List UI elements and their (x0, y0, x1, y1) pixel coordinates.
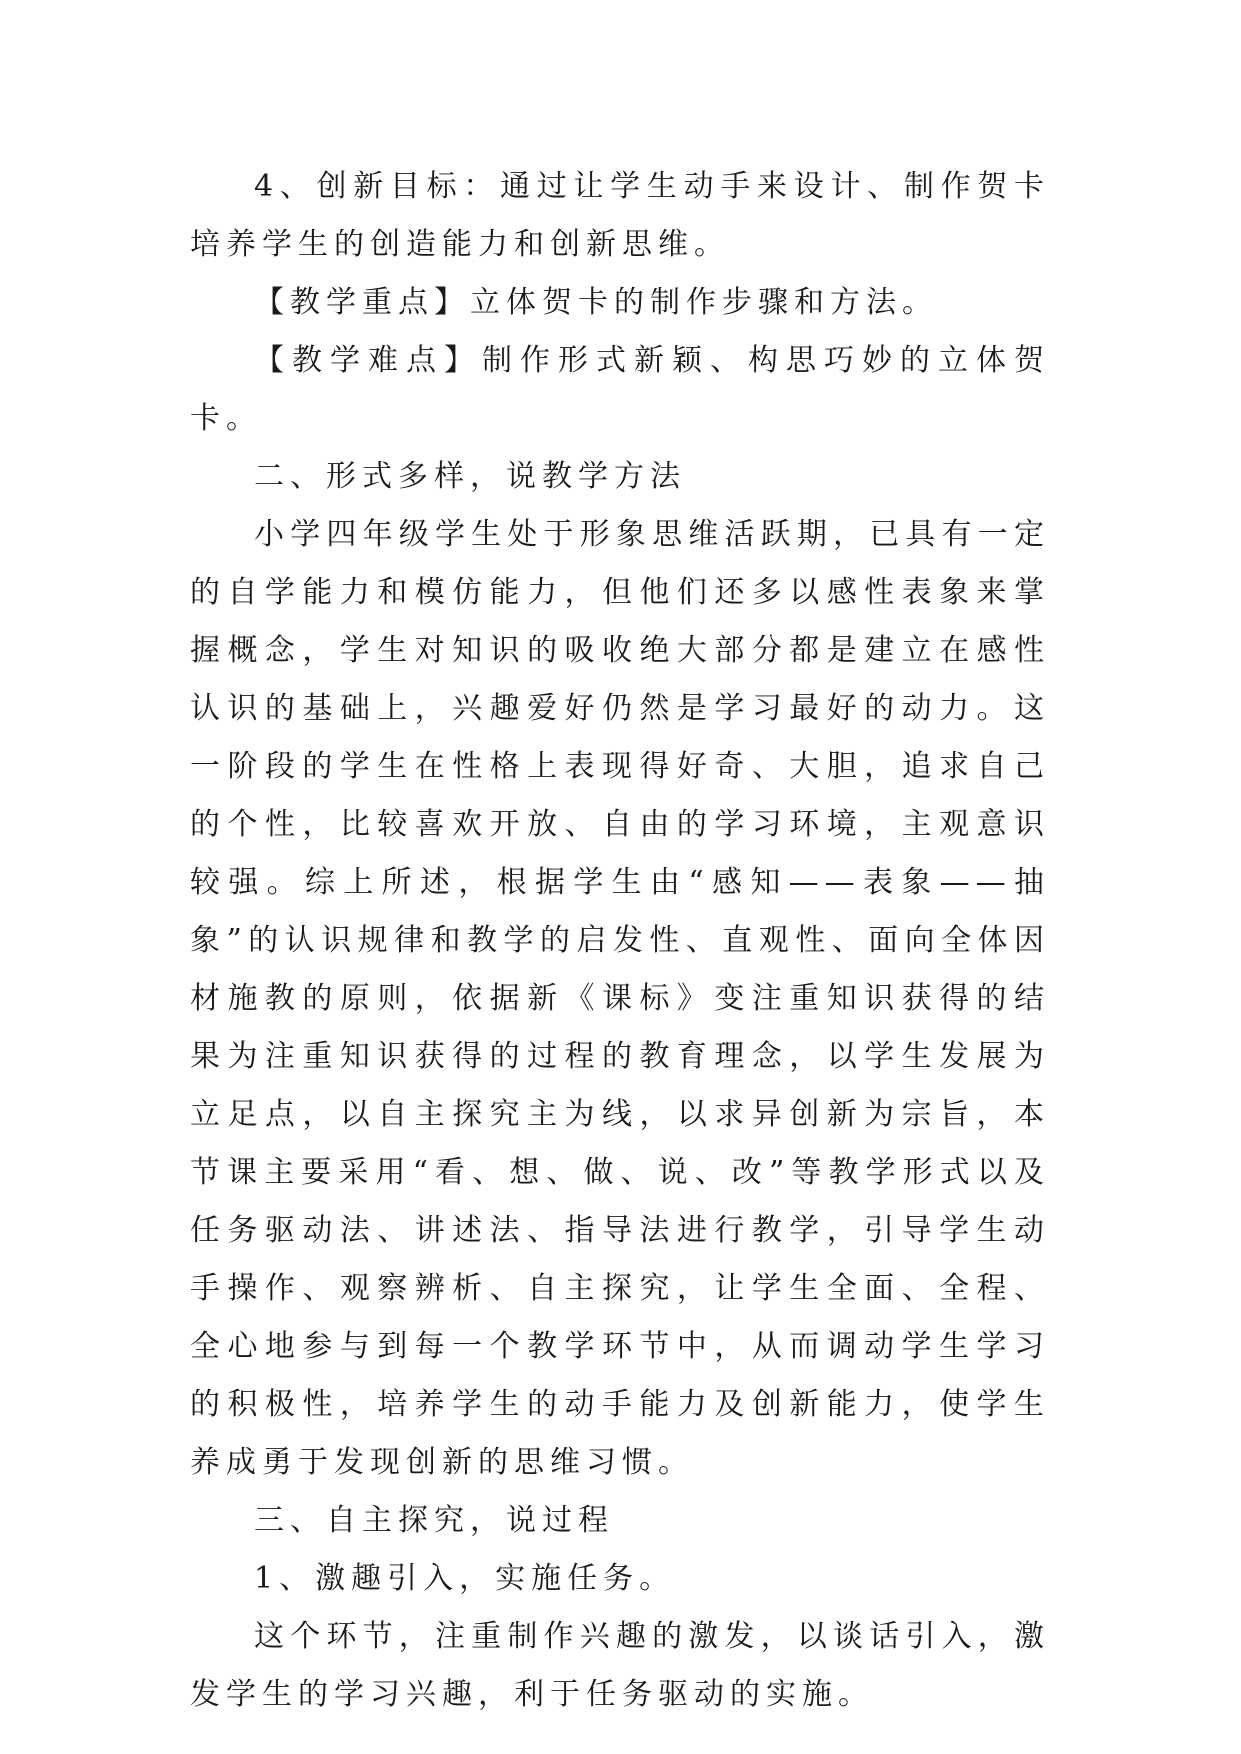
paragraph-teaching-difficulty: 【教学难点】制作形式新颖、构思巧妙的立体贺卡。 (190, 343, 1050, 436)
paragraph-teaching-focus: 【教学重点】立体贺卡的制作步骤和方法。 (254, 285, 938, 320)
subheading-introduction: 1、激趣引入，实施任务。 (254, 1561, 676, 1596)
paragraph-introduction-body: 这个环节，注重制作兴趣的激发，以谈话引入，激发学生的学习兴趣，利于任务驱动的实施。 (190, 1619, 1050, 1712)
paragraph-innovation-goal: 4、创新目标：通过让学生动手来设计、制作贺卡培养学生的创造能力和创新思维。 (190, 169, 1050, 262)
paragraph-teaching-methods-body: 小学四年级学生处于形象思维活跃期，已具有一定的自学能力和模仿能力，但他们还多以感性表象来掌握概念，学生对知识的吸收绝大部分都是建立在感性认识的基础上，兴趣爱好仍然是学习最好的动力。这一阶段的学生在性格上表现得好奇、大胆，追求自己的个性，比较喜欢开放、自由的学习环境，主观意识较强。综上所述，根据学生由“感知——表象——抽象”的认识规律和教学的启发性、直观性、面向全体因材施教的原则，依据新《课标》变注重知识获得的结果为注重知识获得的过程的教育理念，以学生发展为立足点，以自主探究主为线，以求异创新为宗旨，本节课主要采用“看、想、做、说、改”等教学形式以及任务驱动法、讲述法、指导法进行教学，引导学生动手操作、观察辨析、自主探究，让学生全面、全程、全心地参与到每一个教学环节中，从而调动学生学习的积极性，培养学生的动手能力及创新能力，使学生养成勇于发现创新的思维习惯。 (190, 517, 1050, 1480)
document-page (190, 158, 1050, 1724)
section-heading-process: 三、自主探究，说过程 (254, 1503, 614, 1538)
section-heading-teaching-methods: 二、形式多样，说教学方法 (254, 459, 686, 494)
